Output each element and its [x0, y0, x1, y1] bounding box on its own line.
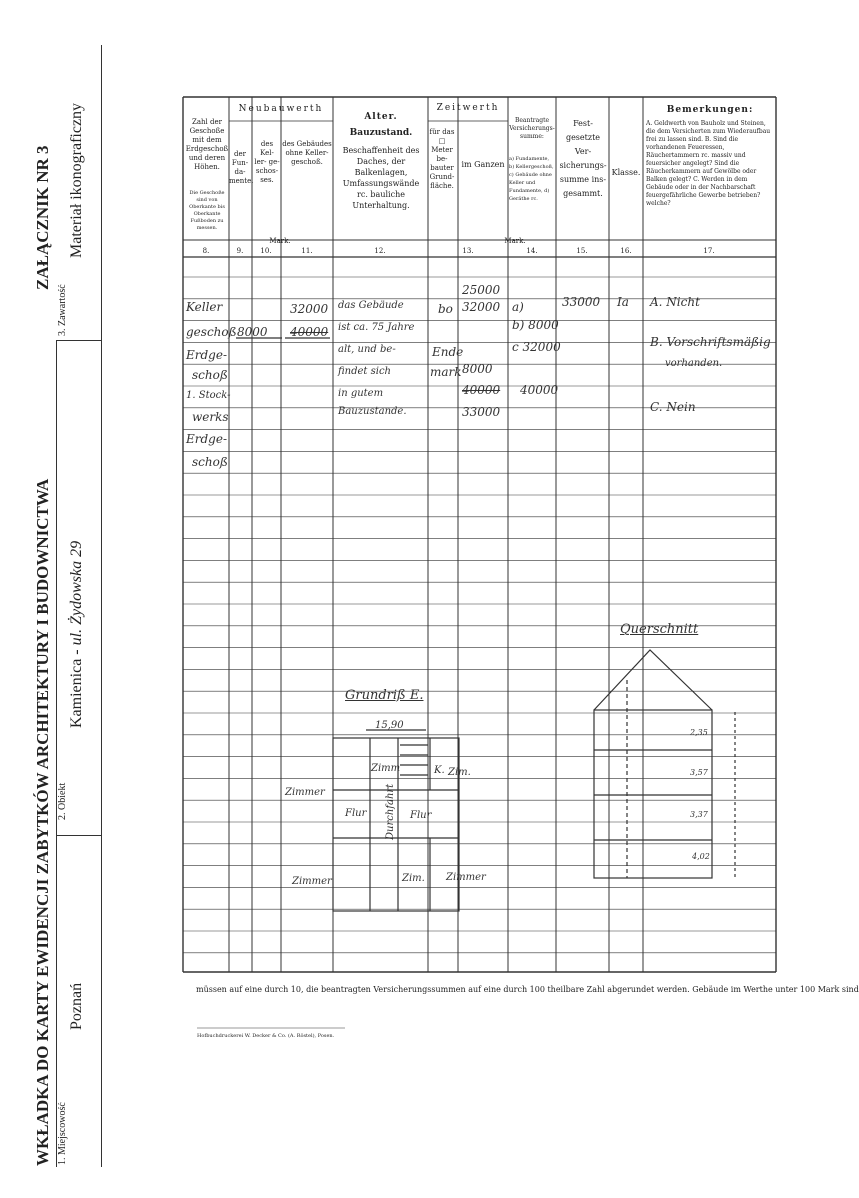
col8-note: Die Geschoße sind von Oberkante bis Oberkante Fußboden zu messen. — [189, 190, 225, 231]
col12-sub: Bauzustand. — [349, 128, 413, 138]
plan-room-1: Zimm — [371, 763, 401, 774]
plan-room-9: Zimmer — [446, 872, 486, 883]
hw-col16: Ia — [617, 295, 629, 309]
field-object-value-street: ul. Żydowska 29 — [68, 540, 85, 646]
section-dim-1: 3,57 — [690, 768, 708, 777]
section-dim-3: 4,02 — [692, 852, 710, 861]
field-object-value-text: Kamienica - — [68, 645, 85, 728]
hw-col12-0: das Gebäude — [338, 300, 404, 311]
hw-col8-1: geschoß — [186, 325, 237, 339]
hw-col17-3: C. Nein — [650, 400, 696, 414]
hw-col13a-c: mark — [430, 365, 462, 379]
column-number: 15. — [576, 247, 588, 255]
hw-col13b-4: 33000 — [462, 405, 501, 419]
heading-annex: ZAŁĄCZNIK NR 3 — [33, 145, 52, 290]
plan-room-4: Flur — [345, 808, 367, 819]
hw-col12-3: findet sich — [338, 366, 391, 377]
hw-col13b-3: 40000 — [462, 383, 501, 397]
col17-body: A. Geldwerth von Bauholz und Steinen, die dem Versicherten zum Wiederaufbau frei zu lassen sind. B. Sind die vorhandenen Feueressen, Räuchertammern rc. massiv und feuersicher angelegt? Sind die Räucherkammern auf Gewölbe oder Balken gelegt? C. Werden in dem Gebäude oder in der Nachbarschaft feuergefährliche Gewerbe betrieben? welche? — [646, 120, 771, 207]
plan-room-7: Zimmer — [292, 876, 332, 887]
col15-header: Fest- gesetzte Ver- sicherungs- summe ins- gesammt. — [559, 119, 607, 198]
col13b-header: im Ganzen — [461, 160, 505, 169]
section-dim-2: 3,37 — [690, 810, 708, 819]
hw-col17-1: B. Vorschriftsmäßig — [650, 335, 771, 349]
hw-col11-a: 32000 — [290, 302, 329, 316]
hw-col12-4: in gutem — [338, 388, 384, 399]
hw-col17-0: A. Nicht — [650, 295, 700, 309]
col12-body: Beschaffenheit des Daches, der Balkenlagen, Umfassungswände rc. bauliche Unterhaltung. — [342, 146, 420, 210]
hw-col13b-0: 25000 — [462, 283, 501, 297]
mark-label-1: Mark. — [269, 237, 291, 245]
plan-room-5: Durchfahrt — [385, 783, 396, 840]
hw-col13a-a: bo — [438, 302, 453, 316]
column-number: 10. — [260, 247, 272, 255]
field-object-label: 2. Obiekt — [57, 782, 68, 820]
hw-col12-2: alt, und be- — [338, 344, 396, 355]
hw-col15: 33000 — [562, 295, 601, 309]
section-dim-0: 2,35 — [690, 728, 708, 737]
field-content-label: 3. Zawartość — [57, 284, 68, 336]
plan-room-6: Flur — [410, 810, 432, 821]
column-number: 8. — [202, 247, 210, 255]
field-content-value: Materiał ikonograficzny — [68, 102, 85, 258]
hw-col8-3: schoß — [192, 368, 228, 382]
field-place-value: Poznań — [68, 982, 85, 1030]
hw-col12-5: Bauzustande. — [338, 406, 407, 417]
plan-room-8: Zim. — [402, 873, 425, 884]
column-number: 16. — [620, 247, 632, 255]
footnote-text: müssen auf eine durch 10, die beantragten Versicherungssummen auf eine durch 100 theilbare Zahl abgerundet werden. Gebäude im Werthe unter 100 Mark sind — [196, 985, 859, 994]
plan-room-0: Zimmer — [285, 787, 325, 798]
col17-title: Bemerkungen: — [666, 105, 754, 115]
column-number: 14. — [526, 247, 538, 255]
col13a-header: für das □ Meter be- bauter Grund- fläche. — [429, 128, 455, 190]
hw-col13b-2: 8000 — [462, 362, 493, 376]
hw-col12-1: ist ca. 75 Jahre — [338, 322, 415, 333]
hw-col17-2: vorhanden. — [665, 358, 723, 369]
hw-col14-3: 40000 — [520, 383, 559, 397]
hw-col8-2: Erdge- — [186, 348, 228, 362]
column-number: 12. — [374, 247, 386, 255]
col12-title: Alter. — [364, 112, 398, 122]
col9-header: der Fun- da- mente. — [229, 150, 254, 185]
field-place-label: 1. Miejscowość — [57, 1102, 68, 1165]
zeitwerth-title: Zeitwerth — [436, 103, 500, 113]
column-number: 17. — [703, 247, 715, 255]
hw-col8-7: schoß — [192, 455, 228, 469]
col10-header: des Kel- ler- ge- schos- ses. — [254, 140, 280, 184]
neubau-title: Neubauwerth — [238, 104, 324, 114]
hw-col13a-b: Ende — [432, 345, 464, 359]
printer-imprint: Hofbuchdruckerei W. Decker & Co. (A. Röstel), Posen. — [197, 1033, 335, 1039]
plan-room-3: Zim. — [448, 767, 471, 778]
col8-header: Zahl der Geschoße mit dem Erdgeschoß und deren Höhen. — [185, 118, 229, 171]
column-number: 11. — [301, 247, 313, 255]
plan-room-2: K. — [434, 765, 445, 776]
hw-col13b-1: 32000 — [462, 300, 501, 314]
plan-title: Grundriß E. — [345, 688, 424, 703]
hw-col8-0: Keller — [186, 300, 223, 314]
hw-col14-0: a) — [512, 300, 524, 314]
hw-col8-6: Erdge- — [186, 432, 228, 446]
hw-col11-b: 40000 — [290, 325, 329, 339]
col16-header: Klasse. — [611, 168, 641, 177]
hw-col14-1: b) 8000 — [512, 318, 559, 332]
hw-col8-4: 1. Stock- — [186, 390, 231, 401]
plan-dim: 15,90 — [375, 720, 404, 731]
column-number: 9. — [236, 247, 244, 255]
hw-col14-2: c 32000 — [512, 340, 561, 354]
col14-items: a) Fundamente, b) Kellergeschoß, c) Gebäude ohne Keller und Fundamente, d) Geräthe rc. — [509, 156, 554, 202]
hw-col8-5: werks — [192, 410, 229, 424]
heading-main: WKŁADKA DO KARTY EWIDENCJI ZABYTKÓW ARCHITEKTURY I BUDOWNICTWA — [33, 478, 52, 1166]
col11-header: des Gebäudes ohne Keller- geschoß. — [282, 140, 332, 166]
floor-plan-drawing — [333, 730, 459, 911]
mark-label-2: Mark. — [504, 237, 526, 245]
column-number: 13. — [462, 247, 474, 255]
col14-header: Beantragte Versicherungs- summe: — [509, 117, 555, 140]
section-title: Querschnitt — [620, 622, 699, 637]
hw-col10: 8000 — [237, 325, 268, 339]
